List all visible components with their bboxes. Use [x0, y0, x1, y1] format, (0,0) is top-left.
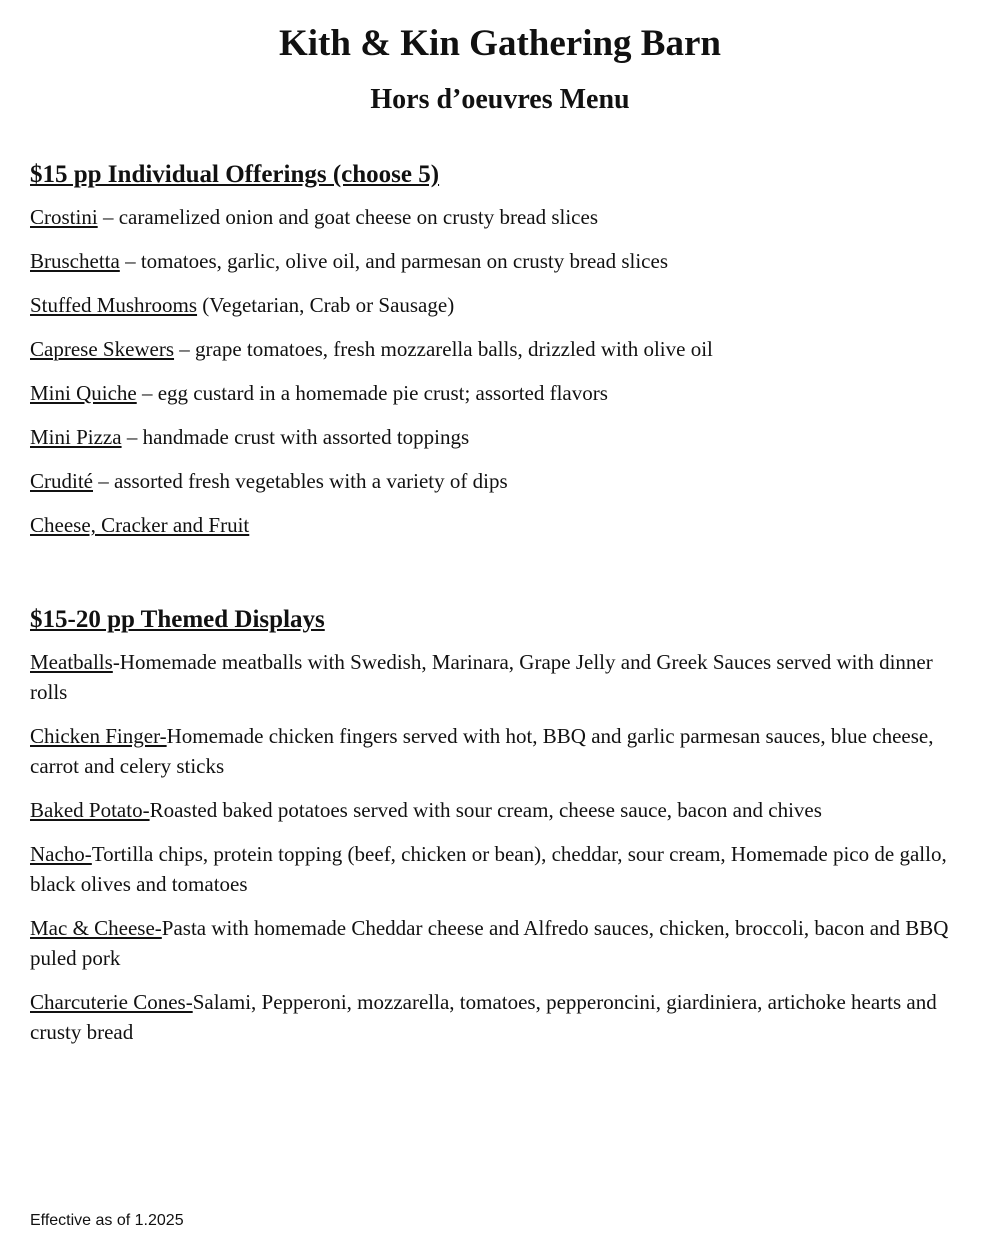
menu-item: [30, 290, 975, 320]
menu-item: [30, 913, 975, 973]
menu-item: [30, 246, 975, 276]
section-heading: $15-20 pp Themed Displays: [30, 606, 325, 633]
item-name: Baked Potato-: [30, 798, 150, 822]
item-description: Homemade chicken fingers served with hot, BBQ and garlic parmesan sauces, blue cheese, carrot and celery sticks: [30, 724, 934, 778]
item-description: – egg custard in a homemade pie crust; assorted flavors: [136, 381, 608, 405]
item-description: – handmade crust with assorted toppings: [121, 425, 470, 449]
menu-item: [30, 647, 975, 707]
section-heading: $15 pp Individual Offerings (choose 5): [30, 161, 440, 188]
page-subtitle: Hors d’oeuvres Menu: [370, 84, 630, 115]
item-name: Charcuterie Cones-: [30, 990, 193, 1014]
menu-item: [30, 378, 975, 408]
effective-date-note: Effective as of 1.2025: [30, 1212, 184, 1229]
item-name: Cheese, Cracker and Fruit: [30, 513, 250, 537]
item-name: Bruschetta: [30, 249, 120, 273]
individual-offerings-section: [30, 158, 975, 554]
item-description: – caramelized onion and goat cheese on crusty bread slices: [97, 205, 598, 229]
item-name: Stuffed Mushrooms: [30, 293, 198, 317]
page-title: Kith & Kin Gathering Barn: [279, 23, 721, 64]
item-description: – assorted fresh vegetables with a variety of dips: [93, 469, 508, 493]
menu-item: [30, 466, 975, 496]
item-name: Mac & Cheese-: [30, 916, 162, 940]
themed-displays-section: [30, 603, 975, 1061]
item-name: Nacho-: [30, 842, 92, 866]
menu-item: [30, 422, 975, 452]
item-name: Caprese Skewers: [30, 337, 175, 361]
item-name: Mini Pizza: [30, 425, 122, 449]
item-description: Tortilla chips, protein topping (beef, chicken or bean), cheddar, sour cream, Homemade pico de gallo, black olives and tomatoes: [30, 842, 947, 896]
item-description: -Homemade meatballs with Swedish, Marinara, Grape Jelly and Greek Sauces served with dinner rolls: [30, 650, 933, 704]
item-description: – tomatoes, garlic, olive oil, and parmesan on crusty bread slices: [119, 249, 668, 273]
menu-item: [30, 721, 975, 781]
item-description: – grape tomatoes, fresh mozzarella balls, drizzled with olive oil: [174, 337, 713, 361]
item-description: Salami, Pepperoni, mozzarella, tomatoes, pepperoncini, giardiniera, artichoke hearts and crusty bread: [30, 990, 937, 1044]
menu-item: [30, 510, 975, 540]
item-name: Mini Quiche: [30, 381, 137, 405]
item-name: Chicken Finger-: [30, 724, 167, 748]
item-name: Crostini: [30, 205, 98, 229]
menu-item: [30, 795, 975, 825]
menu-item: [30, 987, 975, 1047]
menu-item: [30, 334, 975, 364]
item-description: Pasta with homemade Cheddar cheese and Alfredo sauces, chicken, broccoli, bacon and BBQ puled pork: [30, 916, 949, 970]
menu-item: [30, 202, 975, 232]
item-name: Meatballs: [30, 650, 113, 674]
item-description: Roasted baked potatoes served with sour cream, cheese sauce, bacon and chives: [149, 798, 822, 822]
item-description: (Vegetarian, Crab or Sausage): [197, 293, 455, 317]
item-name: Crudité: [30, 469, 93, 493]
menu-item: [30, 839, 975, 899]
